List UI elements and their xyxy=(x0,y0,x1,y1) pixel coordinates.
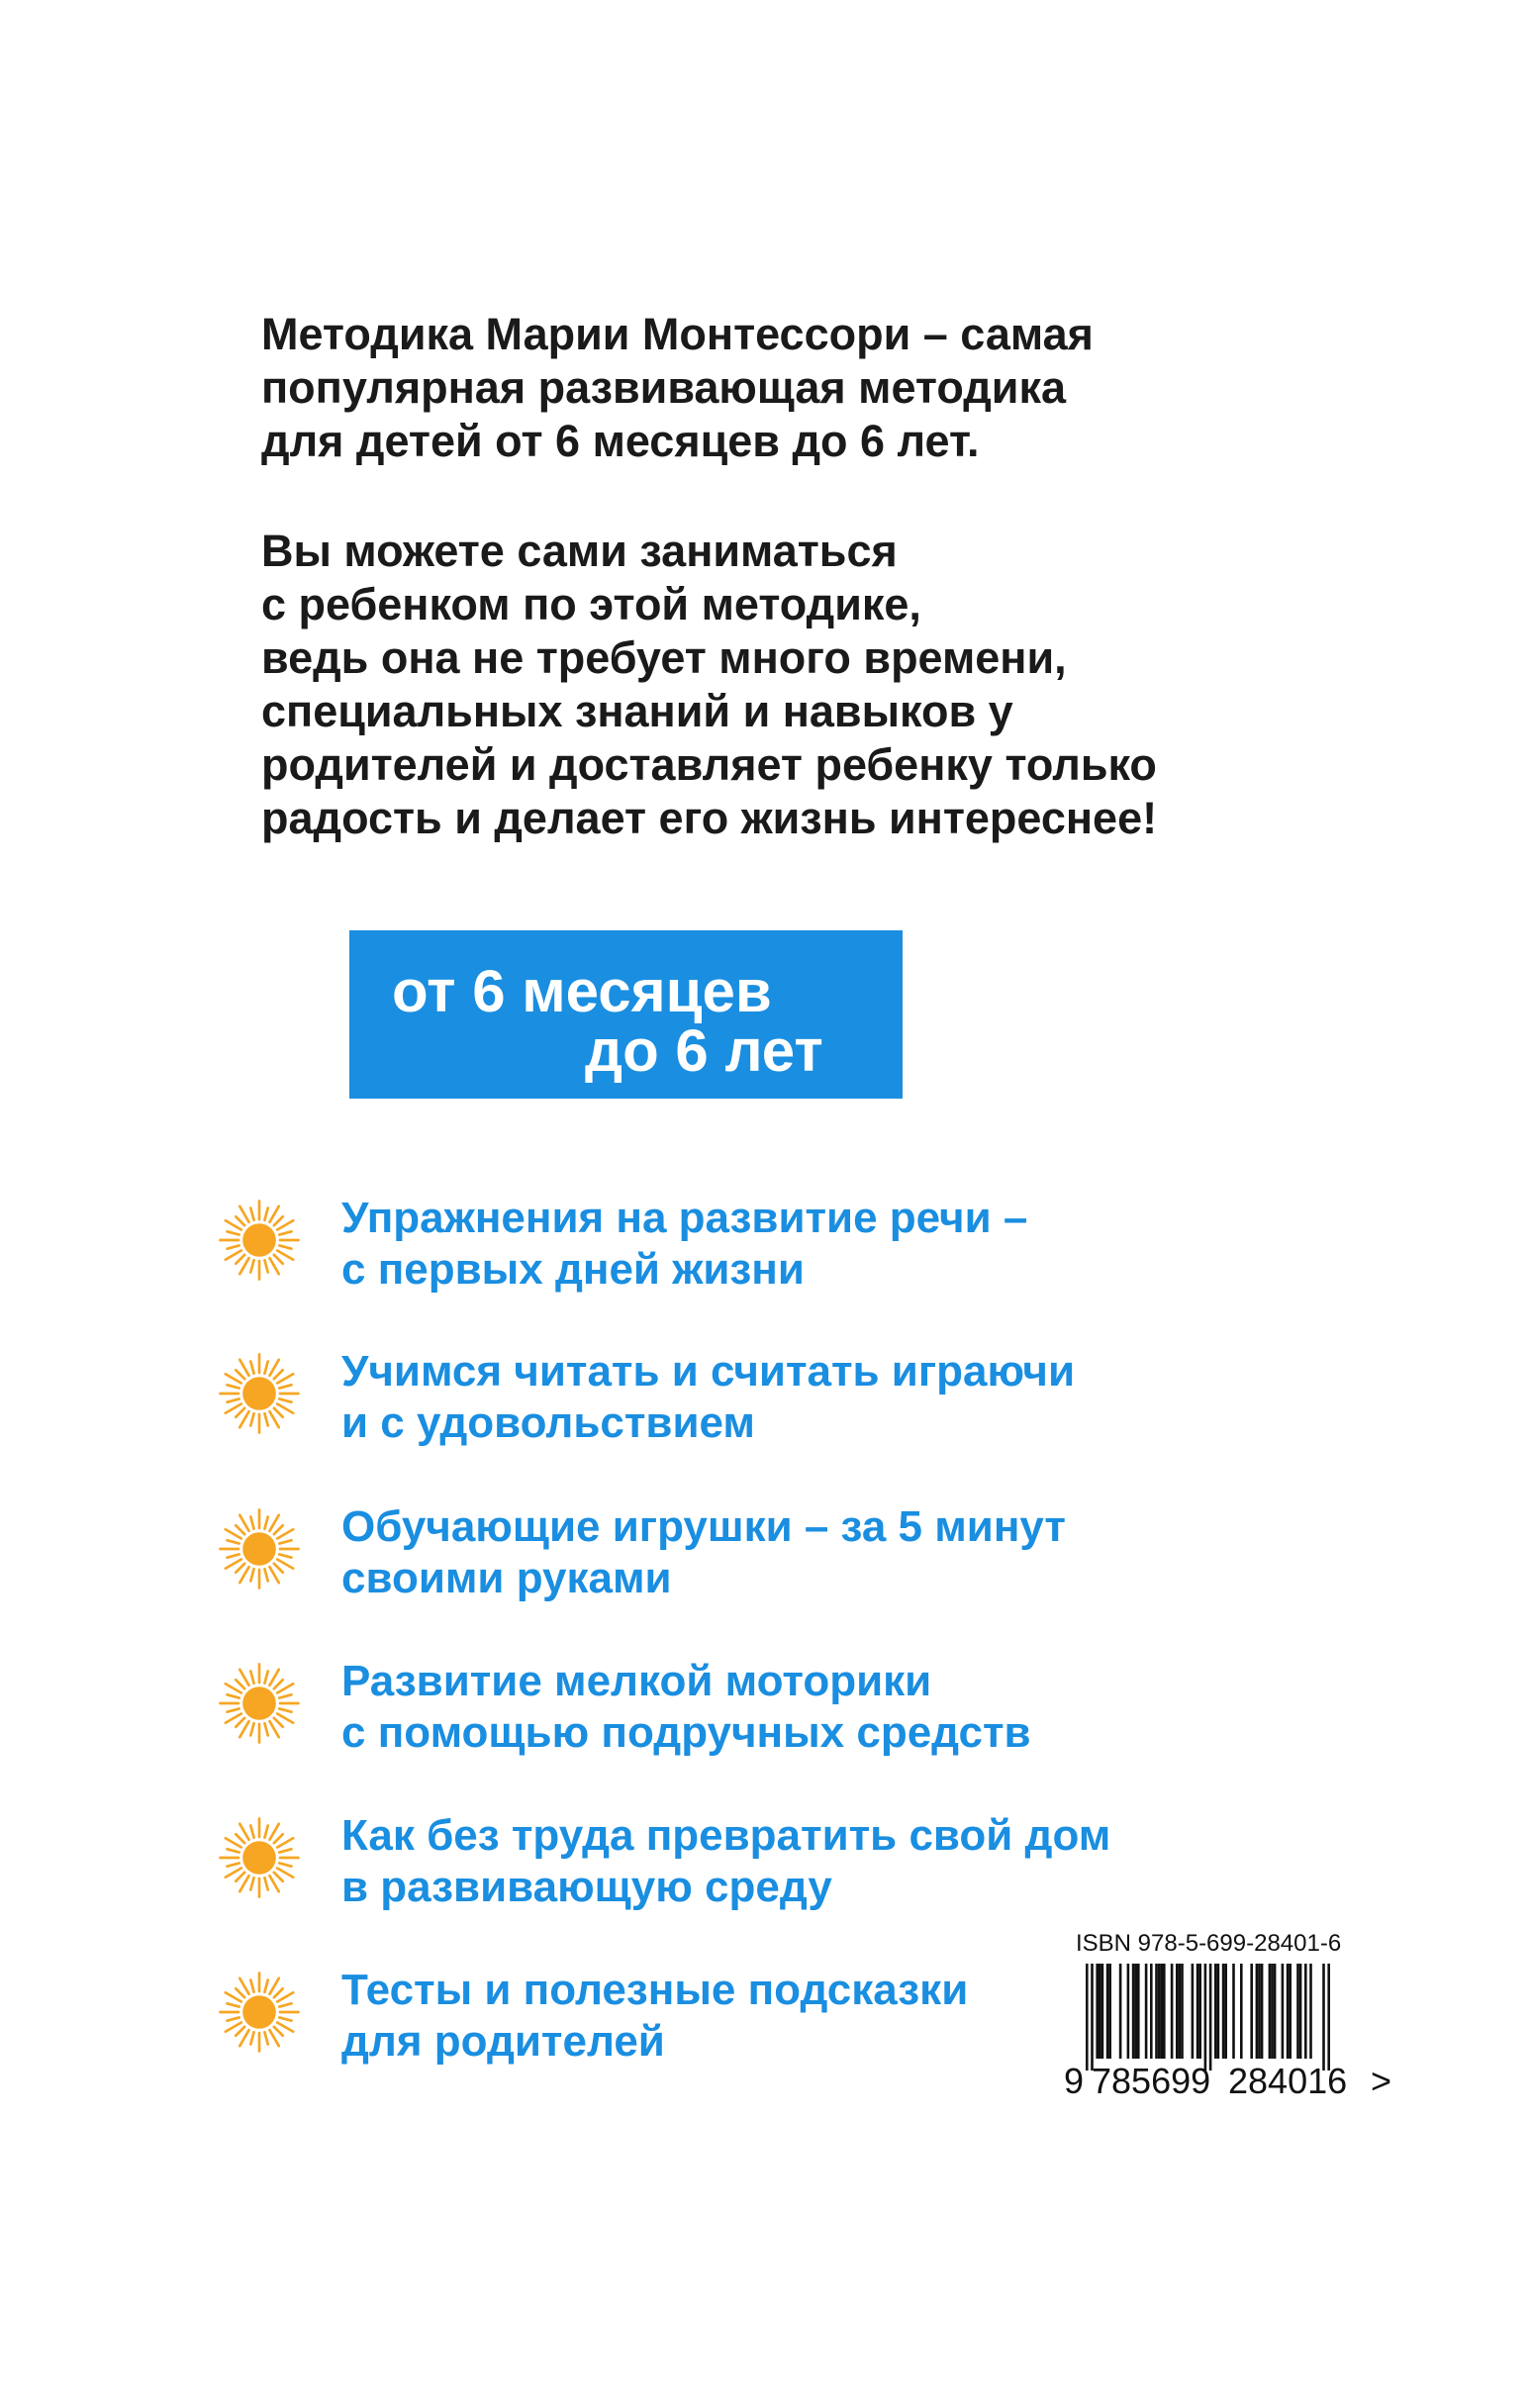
isbn-barcode xyxy=(1064,1930,1400,2128)
barcode-bar xyxy=(1299,1964,1302,2059)
barcode-bar xyxy=(1274,1964,1277,2059)
barcode-bar xyxy=(1127,1964,1130,2059)
barcode-bar xyxy=(1150,1964,1153,2059)
barcode-bar xyxy=(1196,1964,1199,2059)
sun-icon xyxy=(218,1352,301,1435)
barcode-bars xyxy=(1064,1964,1361,2072)
feature-line-1: Учимся читать и считать играючи xyxy=(341,1347,1075,1396)
barcode-bar xyxy=(1181,1964,1184,2059)
feature-line-1: Как без труда превратить свой дом xyxy=(341,1811,1111,1860)
barcode-digit-first: 9 xyxy=(1064,2061,1085,2101)
age-badge-line-1: от 6 месяцев xyxy=(392,958,772,1024)
feature-line-2: для родителей xyxy=(341,2017,665,2066)
feature-line-1: Обучающие игрушки – за 5 минут xyxy=(341,1502,1066,1551)
barcode-bar xyxy=(1296,1964,1299,2059)
list-item xyxy=(218,1656,1207,1765)
barcode-bar xyxy=(1101,1964,1104,2059)
feature-line-2: и с удовольствием xyxy=(341,1398,755,1447)
intro-line: популярная развивающая методика xyxy=(261,362,1067,413)
list-item xyxy=(218,1346,1207,1455)
feature-text xyxy=(341,1501,1066,1604)
intro-line: Методика Марии Монтессори – самая xyxy=(261,309,1094,359)
sun-icon xyxy=(218,1816,301,1899)
barcode-bar xyxy=(1327,1964,1330,2071)
intro-line: радость и делает его жизнь интереснее! xyxy=(261,793,1158,843)
barcode-bar xyxy=(1309,1964,1312,2059)
barcode-quiet-zone-arrow: > xyxy=(1371,2061,1392,2101)
feature-text xyxy=(341,1810,1110,1913)
feature-text xyxy=(341,1346,1075,1449)
barcode-bar xyxy=(1214,1964,1217,2059)
feature-line-2: в развивающую среду xyxy=(341,1863,832,1911)
sun-icon xyxy=(218,1971,301,2054)
barcode-bar xyxy=(1163,1964,1166,2059)
feature-text xyxy=(341,1193,1027,1296)
barcode-bar xyxy=(1099,1964,1101,2059)
barcode-bar xyxy=(1271,1964,1274,2059)
feature-line-1: Упражнения на развитие речи – xyxy=(341,1194,1028,1242)
barcode-bar xyxy=(1132,1964,1135,2059)
intro-line: специальных знаний и навыков у xyxy=(261,686,1013,736)
barcode-bar xyxy=(1091,1964,1094,2071)
barcode-bar xyxy=(1179,1964,1182,2059)
isbn-label: ISBN 978-5-699-28401-6 xyxy=(1076,1930,1342,1957)
barcode-bar xyxy=(1261,1964,1264,2059)
barcode-bar xyxy=(1106,1964,1109,2059)
list-item xyxy=(218,1810,1207,1919)
intro-line: родителей и доставляет ребенку только xyxy=(261,739,1157,790)
barcode-bar xyxy=(1086,1964,1089,2071)
barcode-bar xyxy=(1222,1964,1225,2059)
barcode-bar xyxy=(1240,1964,1243,2059)
sun-icon xyxy=(218,1199,301,1282)
barcode-bar xyxy=(1145,1964,1148,2059)
barcode-bar xyxy=(1096,1964,1099,2059)
feature-line-2: с первых дней жизни xyxy=(341,1245,805,1294)
barcode-bar xyxy=(1137,1964,1140,2059)
feature-line-1: Тесты и полезные подсказки xyxy=(341,1966,969,2014)
barcode-bar xyxy=(1287,1964,1290,2059)
barcode-bar xyxy=(1192,1964,1195,2059)
barcode-bar xyxy=(1158,1964,1161,2059)
list-item xyxy=(218,1965,1207,2073)
barcode-bar xyxy=(1160,1964,1163,2059)
barcode-bar xyxy=(1119,1964,1122,2059)
barcode-digits-left: 785699 xyxy=(1092,2061,1211,2101)
barcode-bar xyxy=(1176,1964,1179,2059)
intro-line: Вы можете сами заниматься xyxy=(261,526,898,576)
feature-line-2: своими руками xyxy=(341,1554,672,1602)
barcode-bar xyxy=(1224,1964,1227,2059)
barcode-bar xyxy=(1108,1964,1111,2059)
barcode-bar xyxy=(1322,1964,1325,2071)
intro-line: для детей от 6 месяцев до 6 лет. xyxy=(261,416,980,466)
barcode-digits-right: 284016 xyxy=(1228,2061,1348,2101)
barcode-bar xyxy=(1232,1964,1235,2059)
barcode-bar xyxy=(1282,1964,1285,2059)
barcode-bar xyxy=(1217,1964,1220,2059)
barcode-bar xyxy=(1304,1964,1307,2059)
list-item xyxy=(218,1193,1207,1301)
list-item xyxy=(218,1501,1207,1610)
feature-line-2: с помощью подручных средств xyxy=(341,1708,1031,1757)
intro-line: ведь она не требует много времени, xyxy=(261,632,1067,683)
barcode-bar xyxy=(1198,1964,1201,2059)
barcode-bar xyxy=(1256,1964,1259,2059)
barcode-bar xyxy=(1269,1964,1272,2059)
feature-text xyxy=(341,1965,968,2068)
barcode-bar xyxy=(1250,1964,1253,2059)
barcode-bar xyxy=(1155,1964,1158,2059)
barcode-bar xyxy=(1289,1964,1292,2059)
feature-line-1: Развитие мелкой моторики xyxy=(341,1657,932,1705)
barcode-bar xyxy=(1171,1964,1174,2059)
intro-line: с ребенком по этой методике, xyxy=(261,579,921,629)
sun-icon xyxy=(218,1662,301,1745)
barcode-bar xyxy=(1204,1964,1207,2071)
barcode-bar xyxy=(1209,1964,1212,2071)
barcode-bar xyxy=(1258,1964,1261,2059)
feature-text xyxy=(341,1656,1031,1759)
age-badge-line-2: до 6 лет xyxy=(585,1017,823,1084)
sun-icon xyxy=(218,1507,301,1590)
barcode-bar xyxy=(1134,1964,1137,2059)
